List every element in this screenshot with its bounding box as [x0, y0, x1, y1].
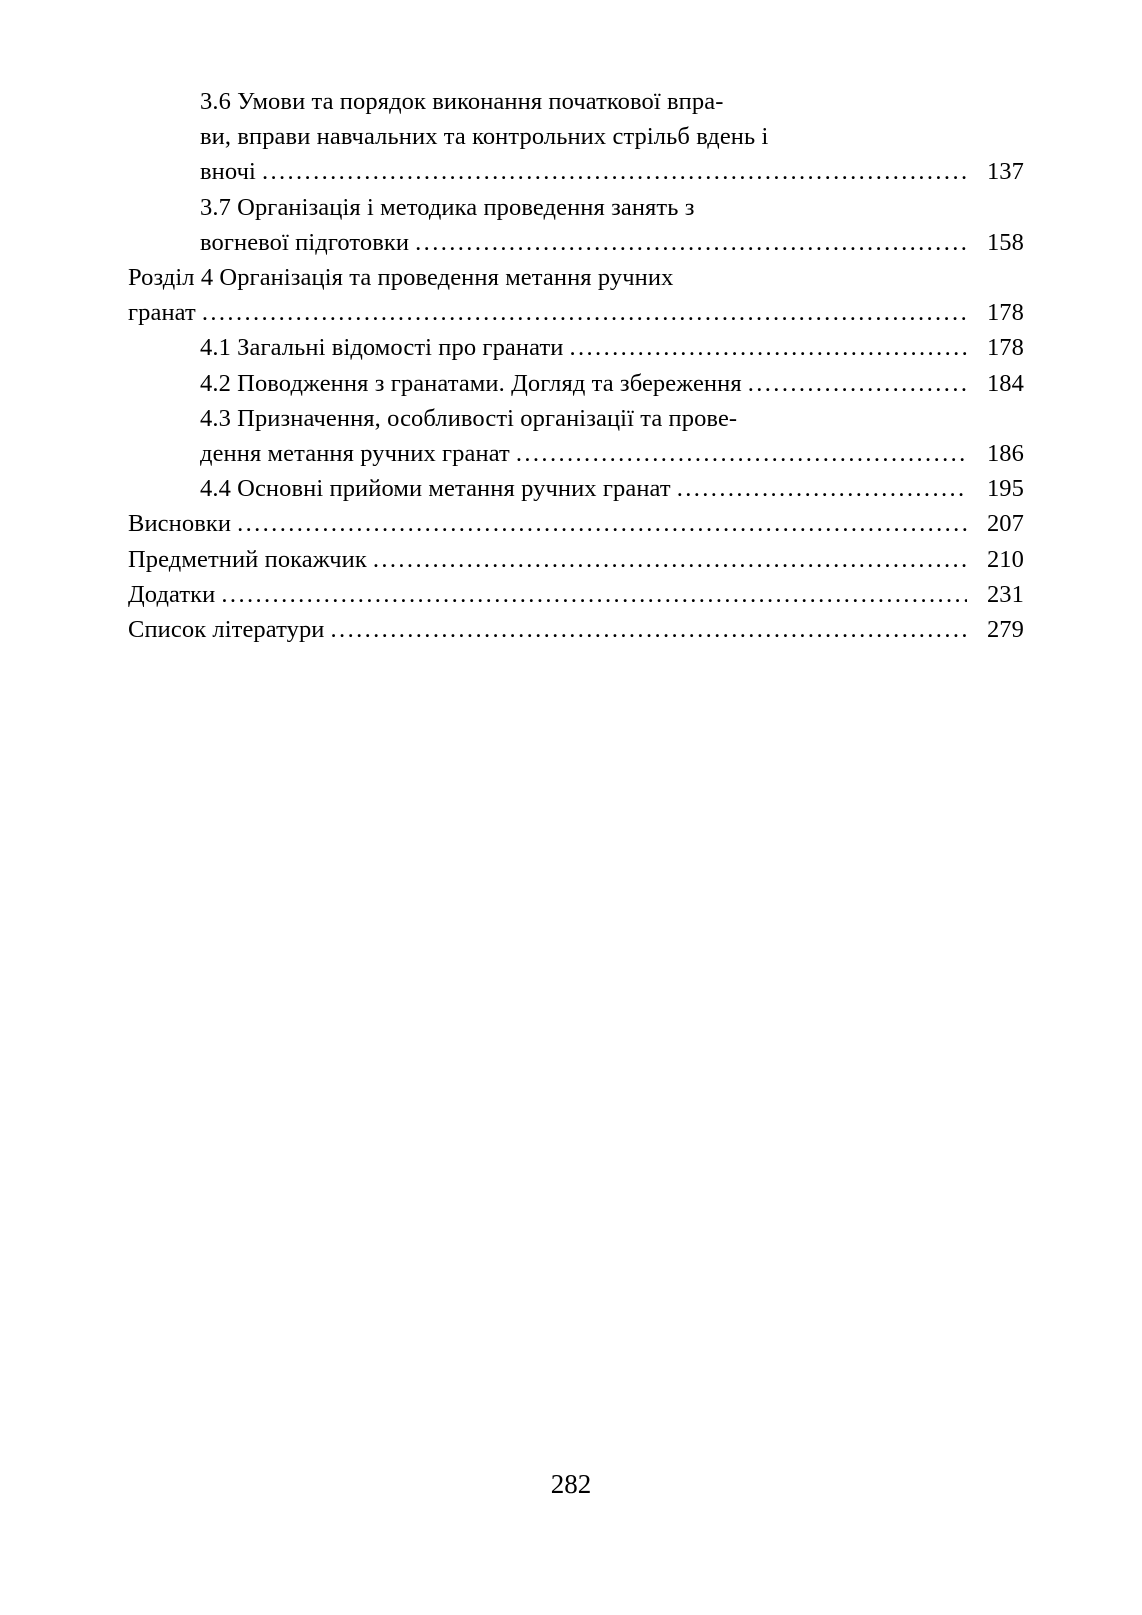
- toc-entry-page-number: 178: [986, 334, 1024, 362]
- toc-entry-label-wrap: [128, 506, 231, 541]
- dot-leader: [677, 477, 967, 502]
- toc-entry[interactable]: [128, 190, 1024, 225]
- toc-entry[interactable]: [128, 119, 1024, 154]
- toc-entry-label: Додатки: [128, 580, 216, 608]
- dot-leader: [415, 231, 967, 256]
- toc-entry-page-number: 178: [986, 299, 1024, 327]
- toc-entry[interactable]: [128, 154, 1024, 189]
- dot-leader: [331, 618, 967, 643]
- toc-entry[interactable]: [128, 506, 1024, 541]
- toc-entry-label: гранат: [128, 299, 196, 327]
- toc-entry-label: 4.3 Призначення, особливості організації та прове-: [200, 404, 738, 432]
- toc-entry[interactable]: [128, 295, 1024, 330]
- toc-entry-page-number: 207: [986, 510, 1024, 538]
- dot-leader: [262, 160, 967, 185]
- toc-entry[interactable]: [128, 225, 1024, 260]
- toc-entry-label: 4.2 Поводження з гранатами. Догляд та збереження: [200, 369, 742, 397]
- toc-entry-label: 4.1 Загальні відомості про гранати: [200, 334, 564, 362]
- dot-leader: [516, 442, 967, 467]
- dot-leader: [373, 548, 967, 573]
- toc-entry[interactable]: [128, 542, 1024, 577]
- toc-entry[interactable]: [128, 366, 1024, 401]
- toc-entry-label: вогневої підготовки: [200, 228, 410, 256]
- toc-entry-label-wrap: [128, 577, 215, 612]
- toc-entry-label-wrap: [128, 612, 325, 647]
- toc-entry-page-number: 186: [986, 440, 1024, 468]
- toc-entry-label-wrap: [128, 119, 768, 154]
- toc-entry[interactable]: [128, 330, 1024, 365]
- toc-entry-label-wrap: [128, 260, 673, 295]
- toc-entry-label-wrap: [128, 436, 510, 471]
- toc-entry-label: Розділ 4 Організація та проведення метання ручних: [128, 264, 674, 292]
- toc-entry-page-number: 158: [986, 228, 1024, 256]
- toc-entry[interactable]: [128, 471, 1024, 506]
- toc-entry[interactable]: [128, 612, 1024, 647]
- toc-entry[interactable]: [128, 84, 1024, 119]
- dot-leader: [202, 301, 967, 326]
- dot-leader: [569, 336, 967, 361]
- toc-entry-page-number: 137: [986, 158, 1024, 186]
- toc-entry-label-wrap: [128, 225, 409, 260]
- toc-entry-label-wrap: [128, 401, 737, 436]
- page-folio-number: 282: [550, 1469, 592, 1499]
- toc-entry-page-number: 231: [986, 580, 1024, 608]
- toc-entry-label-wrap: [128, 84, 723, 119]
- toc-entry-label: 3.6 Умови та порядок виконання початкової впра-: [200, 88, 724, 115]
- toc-entry-label-wrap: [128, 295, 196, 330]
- toc-entry-label-wrap: [128, 190, 695, 225]
- toc-entry-label-wrap: [128, 542, 367, 577]
- toc-entry[interactable]: [128, 401, 1024, 436]
- toc-entry-label-wrap: [128, 471, 671, 506]
- dot-leader: [748, 372, 967, 397]
- toc-entry-label: дення метання ручних гранат: [200, 440, 510, 468]
- toc-entry-label: 4.4 Основні прийоми метання ручних гранат: [200, 475, 671, 503]
- toc-entry-page-number: 210: [986, 545, 1024, 573]
- toc-entry[interactable]: [128, 577, 1024, 612]
- dot-leader: [221, 583, 967, 608]
- toc-entry-page-number: 184: [986, 369, 1024, 397]
- toc-entry-label: ви, вправи навчальних та контрольних стрільб вдень і: [200, 123, 769, 151]
- toc-entry-page-number: 195: [986, 475, 1024, 503]
- toc-entry[interactable]: [128, 436, 1024, 471]
- toc-entry-label-wrap: [128, 366, 742, 401]
- toc-entry-label: Список літератури: [128, 616, 325, 644]
- toc-entry-label: 3.7 Організація і методика проведення занять з: [200, 193, 695, 221]
- toc-entry[interactable]: [128, 260, 1024, 295]
- toc-entry-page-number: 279: [986, 616, 1024, 644]
- toc-entry-label: вночі: [200, 158, 256, 186]
- toc-entry-label-wrap: [128, 330, 563, 365]
- toc-entry-label-wrap: [128, 154, 256, 189]
- table-of-contents-list: [128, 84, 1024, 647]
- toc-entry-label: Предметний покажчик: [128, 545, 367, 573]
- toc-entry-label: Висновки: [128, 510, 232, 538]
- dot-leader: [237, 512, 967, 537]
